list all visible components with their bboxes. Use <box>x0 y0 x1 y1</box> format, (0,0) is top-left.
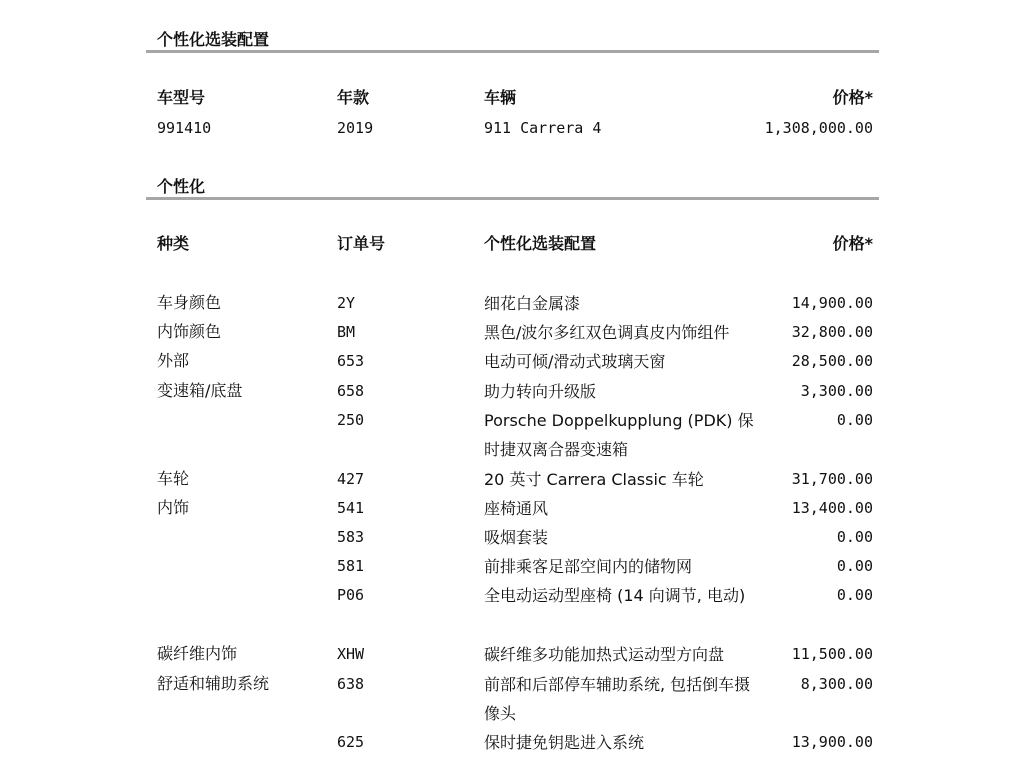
section-title-personalization: 个性化 <box>157 177 206 196</box>
option-code: 250 <box>337 411 365 429</box>
section-divider <box>146 197 879 200</box>
header-price: 价格* <box>832 88 873 107</box>
option-description: 前排乘客足部空间内的储物网 <box>484 557 693 576</box>
option-category: 碳纤维内饰 <box>157 644 238 663</box>
option-price: 31,700.00 <box>791 470 873 488</box>
header-category: 种类 <box>157 234 190 253</box>
option-description: 座椅通风 <box>484 499 549 518</box>
header-price: 价格* <box>832 234 873 253</box>
option-code: 427 <box>337 470 365 488</box>
option-price: 0.00 <box>836 411 873 429</box>
option-code: XHW <box>337 645 365 663</box>
option-code: BM <box>337 323 356 341</box>
header-order-number: 订单号 <box>337 234 386 253</box>
vehicle-model-number: 991410 <box>157 119 212 137</box>
option-code: 583 <box>337 528 365 546</box>
option-code: P06 <box>337 586 365 604</box>
option-price: 3,300.00 <box>800 382 873 400</box>
option-description: 黑色/波尔多红双色调真皮内饰组件 <box>484 323 730 342</box>
header-model: 车型号 <box>157 88 206 107</box>
option-code: 658 <box>337 382 365 400</box>
option-category: 内饰颜色 <box>157 322 222 341</box>
option-description: 20 英寸 Carrera Classic 车轮 <box>484 470 704 489</box>
option-price: 11,500.00 <box>791 645 873 663</box>
option-code: 2Y <box>337 294 356 312</box>
option-category: 车身颜色 <box>157 293 222 312</box>
header-option: 个性化选装配置 <box>484 234 597 253</box>
option-category: 外部 <box>157 351 190 370</box>
option-description: 电动可倾/滑动式玻璃天窗 <box>484 352 666 371</box>
option-description: 保时捷免钥匙进入系统 <box>484 733 645 752</box>
option-price: 28,500.00 <box>791 352 873 370</box>
option-code: 541 <box>337 499 365 517</box>
option-category: 变速箱/底盘 <box>157 381 243 400</box>
option-category: 内饰 <box>157 498 190 517</box>
option-description: 助力转向升级版 <box>484 382 597 401</box>
option-price: 0.00 <box>836 557 873 575</box>
option-description: 碳纤维多功能加热式运动型方向盘 <box>484 645 725 664</box>
option-price: 0.00 <box>836 586 873 604</box>
option-description: 全电动运动型座椅 (14 向调节, 电动) <box>484 586 746 605</box>
header-vehicle: 车辆 <box>484 88 517 107</box>
option-price: 13,900.00 <box>791 733 873 751</box>
section-title-options: 个性化选装配置 <box>157 30 270 49</box>
option-price: 32,800.00 <box>791 323 873 341</box>
option-code: 653 <box>337 352 365 370</box>
option-price: 13,400.00 <box>791 499 873 517</box>
option-description: 前部和后部停车辅助系统, 包括倒车摄像头 <box>484 675 751 723</box>
option-price: 14,900.00 <box>791 294 873 312</box>
option-description: 吸烟套装 <box>484 528 549 547</box>
option-category: 舒适和辅助系统 <box>157 674 270 693</box>
vehicle-year: 2019 <box>337 119 374 137</box>
vehicle-name: 911 Carrera 4 <box>484 119 602 137</box>
option-code: 638 <box>337 675 365 693</box>
option-price: 0.00 <box>836 528 873 546</box>
header-year: 年款 <box>337 88 370 107</box>
option-code: 581 <box>337 557 365 575</box>
option-category: 车轮 <box>157 469 190 488</box>
vehicle-price: 1,308,000.00 <box>764 119 873 137</box>
option-description: 细花白金属漆 <box>484 294 581 313</box>
option-description: Porsche Doppelkupplung (PDK) 保时捷双离合器变速箱 <box>484 411 754 459</box>
section-divider <box>146 50 879 53</box>
option-price: 8,300.00 <box>800 675 873 693</box>
option-code: 625 <box>337 733 365 751</box>
